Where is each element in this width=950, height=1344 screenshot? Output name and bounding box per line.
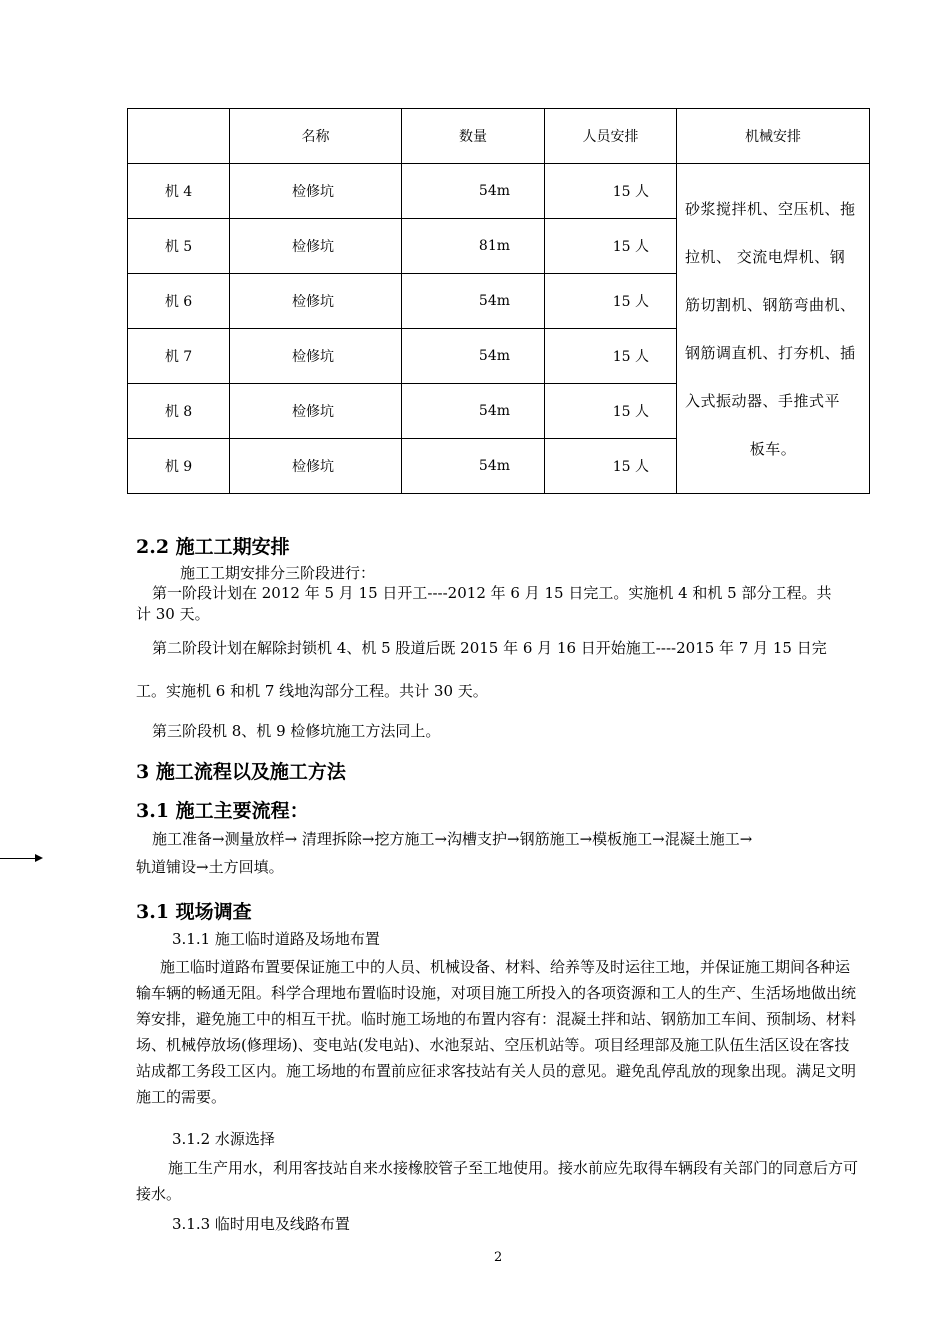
subsection-3-1-1: 3.1.1 施工临时道路及场地布置 [172,930,380,948]
row-people: 15 人 [545,384,677,439]
row-id: 机 7 [128,329,230,384]
section-heading-3-1-survey: 3.1 现场调查 [136,901,252,923]
table-row [128,164,870,219]
section-heading-2-2: 2.2 施工工期安排 [136,536,290,558]
row-id: 机 5 [128,219,230,274]
flow-line2: 轨道铺设→土方回填。 [136,858,284,876]
page-number: 2 [494,1250,503,1265]
paragraph-3-1-1: 施工临时道路布置要保证施工中的人员、机械设备、材料、给养等及时运往工地，并保证施工期间各种运输车辆的畅通无阻。科学合理地布置临时设施，对项目施工所投入的各项资源和工人的生产、生活场地做出统筹安排，避免施工中的相互干扰。临时施工场地的布置内容有：混凝土拌和站、钢筋加工车间、预制场、材料场、机械停放场(修理场)、变电站(发电站)、水池泵站、空压机站等。项目经理部及施工队伍生活区设在客技站成都工务段工区内。施工场地的布置前应征求客技站有关人员的意见。避免乱停乱放的现象出现。满足文明施工的需要。 [136,958,857,1106]
row-qty: 81m [402,219,545,274]
section-heading-3: 3 施工流程以及施工方法 [136,761,346,783]
row-people: 15 人 [545,164,677,219]
paragraph-3-1-2: 施工生产用水，利用客技站自来水接橡胶管子至工地使用。接水前应先取得车辆段有关部门的同意后方可接水。 [136,1159,859,1203]
row-name: 检修坑 [230,384,402,439]
header-cell: 人员安排 [545,109,677,164]
header-cell: 机械安排 [677,109,870,164]
machinery-line: 板车。 [749,439,797,458]
row-qty: 54m [402,439,545,494]
row-name: 检修坑 [230,274,402,329]
row-qty: 54m [402,384,545,439]
phase1-line2: 计 30 天。 [136,605,210,623]
section-heading-3-1: 3.1 施工主要流程： [136,800,309,822]
row-people: 15 人 [545,219,677,274]
schedule-table [127,108,870,494]
header-cell: 数量 [402,109,545,164]
row-qty: 54m [402,329,545,384]
machinery-line: 钢筋调直机、打夯机、插 [685,343,856,362]
machinery-cell [677,164,870,494]
row-people: 15 人 [545,274,677,329]
machinery-line: 砂浆搅拌机、空压机、拖 [685,199,856,218]
row-name: 检修坑 [230,439,402,494]
phase1-line1: 第一阶段计划在 2012 年 5 月 15 日开工----2012 年 6 月 15 日完工。实施机 4 和机 5 部分工程。共 [152,584,832,602]
table-header-row [128,109,870,164]
row-name: 检修坑 [230,219,402,274]
schedule-intro: 施工工期安排分三阶段进行： [180,564,376,582]
phase3-line: 第三阶段机 8、机 9 检修坑施工方法同上。 [152,722,441,740]
machinery-line: 拉机、 交流电焊机、钢 [685,247,846,266]
row-id: 机 4 [128,164,230,219]
row-id: 机 8 [128,384,230,439]
machinery-line: 筋切割机、钢筋弯曲机、 [685,295,856,314]
row-name: 检修坑 [230,329,402,384]
row-id: 机 6 [128,274,230,329]
header-cell: 名称 [230,109,402,164]
row-people: 15 人 [545,329,677,384]
row-qty: 54m [402,274,545,329]
phase2-line1: 第二阶段计划在解除封锁机 4、机 5 股道后既 2015 年 6 月 16 日开始施工----2015 年 7 月 15 日完 [152,639,827,657]
header-cell [128,109,230,164]
phase2-line2: 工。实施机 6 和机 7 线地沟部分工程。共计 30 天。 [136,682,488,700]
row-id: 机 9 [128,439,230,494]
machinery-line: 入式振动器、手推式平 [685,391,841,410]
flow-line1: 施工准备→测量放样→ 清理拆除→挖方施工→沟槽支护→钢筋施工→模板施工→混凝土施工→ [152,830,753,848]
row-people: 15 人 [545,439,677,494]
subsection-3-1-2: 3.1.2 水源选择 [172,1130,275,1148]
row-name: 检修坑 [230,164,402,219]
row-qty: 54m [402,164,545,219]
subsection-3-1-3: 3.1.3 临时用电及线路布置 [172,1215,350,1233]
arrow-icon [0,858,40,859]
